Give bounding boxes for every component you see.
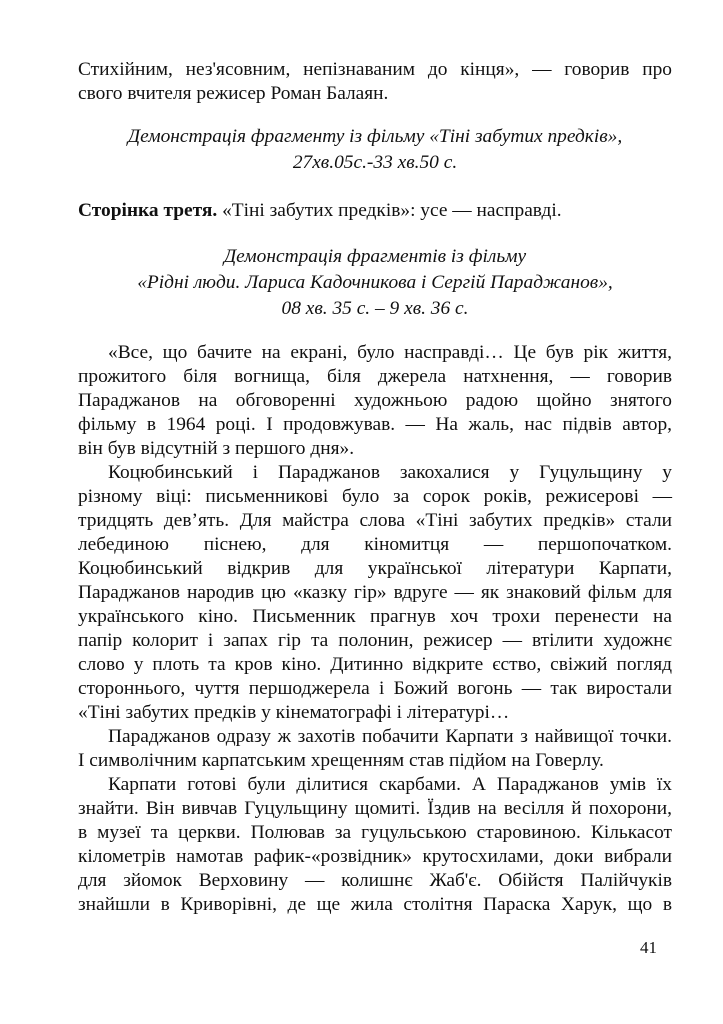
body-paragraph-3 (78, 725, 672, 773)
text-line: тридцять дев’ять. Для майстра слова «Тіні забутих предків» стали (78, 510, 672, 531)
text-line: свого вчителя режисер Роман Балаян. (78, 83, 389, 104)
text-line: в музеї та церкви. Полював за гуцульською старовиною. Кількасот (78, 822, 672, 843)
text-line: «Тіні забутих предків у кінематографі і літературі… (78, 702, 510, 723)
page-number: 41 (640, 938, 657, 957)
text-line: знайти. Він вивчав Гуцульщину щомиті. Їздив на весілля й похорони, (78, 798, 672, 819)
text-line: Демонстрація фрагментів із фільму (223, 246, 527, 267)
text-line: Параджанов одразу ж захотів побачити Карпати з найвищої точки. (108, 726, 672, 747)
text-line: І символічним карпатським хрещенням став підйом на Говерлу. (78, 750, 604, 771)
text-line: папір колорит і запах гір та полонин, режисер — втілити художнє (78, 630, 672, 651)
text-line: Параджанов на обговоренні художньою радою щойно знятого (78, 390, 672, 411)
text-line: різному віці: письменникові було за сорок років, режисерові — (78, 486, 672, 507)
text-line: для зйомок Верховину — колишнє Жаб'є. Обійстя Палійчуків (78, 870, 672, 891)
film-fragment-note-2 (78, 244, 672, 322)
text-line: 08 хв. 35 с. – 9 хв. 36 с. (281, 298, 469, 319)
text-line: Коцюбинський і Параджанов закохалися у Гуцульщину у (108, 462, 672, 483)
film-fragment-note-1 (78, 124, 672, 176)
body-paragraph-1 (78, 341, 672, 461)
text-line: Коцюбинський відкрив для української літератури Карпати, (78, 558, 672, 579)
text-line: кілометрів намотав рафик-«розвідник» крутосхилами, доки вибрали (78, 846, 672, 867)
text-line: прожитого біля вогнища, біля джерела натхнення, — говорив (78, 366, 672, 387)
text-line: Параджанов народив цю «казку гір» вдруге — як знаковий фільм для (78, 582, 672, 603)
text-line: лебединою піснею, для кіномитця — першопочатком. (78, 534, 672, 555)
section-title: Сторінка третя. (78, 200, 218, 221)
body-paragraph-4 (78, 773, 672, 917)
text-line: Демонстрація фрагменту із фільму «Тіні забутих предків», (127, 126, 623, 147)
text-line: «Рідні люди. Лариса Кадочникова і Сергій Параджанов», (137, 272, 613, 293)
text-line: Стихійним, нез'ясовним, непізнаваним до кінця», — говорив про (78, 59, 672, 80)
section-subtitle: «Тіні забутих предків»: усе — насправді. (217, 200, 562, 221)
text-line: знайшли в Криворівні, де ще жила столітня Параска Харук, що в (78, 894, 672, 915)
text-line: стороннього, чуття першоджерела і Божий вогонь — так виростали (78, 678, 672, 699)
text-line: «Все, що бачите на екрані, було насправді… Це був рік життя, (108, 342, 672, 363)
body-paragraph-2 (78, 461, 672, 725)
text-line: українського кіно. Письменник прагнув хоч трохи перенести на (78, 606, 672, 627)
text-line: слово у плоть та кров кіно. Дитинно відкрите єство, свіжий погляд (78, 654, 672, 675)
text-line: він був відсутній з першого дня». (78, 438, 355, 459)
text-line: Карпати готові були ділитися скарбами. А Параджанов умів їх (108, 774, 672, 795)
text-line: 27хв.05с.-33 хв.50 с. (292, 152, 458, 173)
text-line: фільму в 1964 році. І продовжував. — На жаль, нас підвів автор, (78, 414, 672, 435)
section-heading (78, 199, 672, 223)
intro-paragraph (78, 58, 672, 106)
